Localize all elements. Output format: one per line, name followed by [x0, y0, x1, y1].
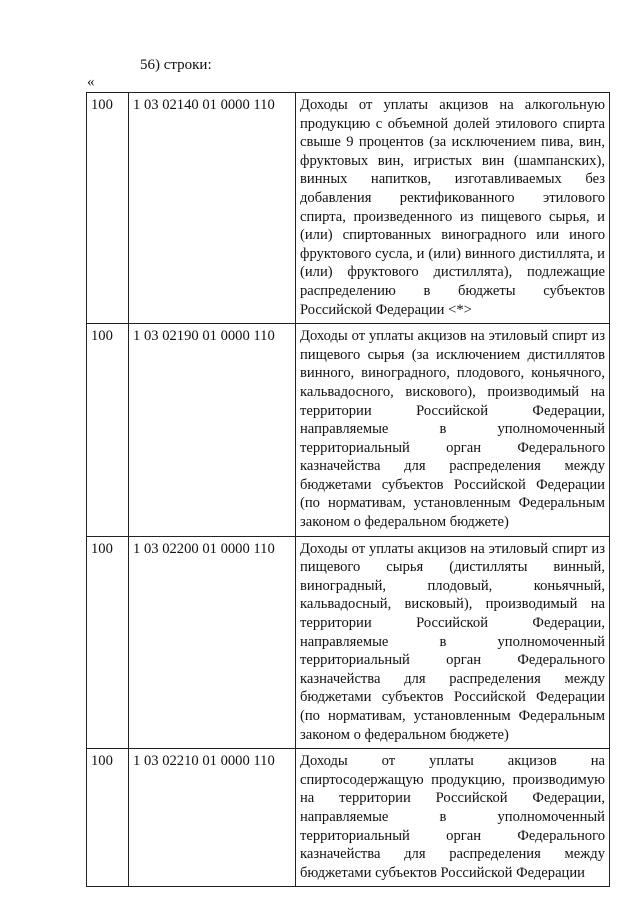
section-heading: 56) строки:	[140, 57, 212, 73]
admin-code-cell: 100	[87, 324, 129, 537]
budget-codes-table	[86, 92, 610, 887]
admin-code-cell: 100	[87, 93, 129, 324]
opening-quote-mark: «	[87, 74, 95, 90]
table-row	[87, 749, 610, 887]
kbk-code-cell: 1 03 02200 01 0000 110	[129, 536, 296, 749]
admin-code-cell: 100	[87, 749, 129, 887]
description-cell: Доходы от уплаты акцизов на алкогольную продукцию с объемной долей этилового спирта свыше 9 процентов (за исключением пива, вин, фруктовых вин, игристых вин (шампанских), винных напитков, изготавливаемых без добавления ректификованного этилового спирта, произведенного из пищевого сырья, и (или) спиртованных виноградного или иного фруктового сусла, и (или) винного дистиллята, и (или) фруктового дистиллята), подлежащие распределению в бюджеты субъектов Российской Федерации <*>	[296, 93, 610, 324]
description-cell: Доходы от уплаты акцизов на спиртосодержащую продукцию, производимую на территории Российской Федерации, направляемые в уполномоченный территориальный орган Федерального казначейства для распределения между бюджетами субъектов Российской Федерации	[296, 749, 610, 887]
kbk-code-cell: 1 03 02140 01 0000 110	[129, 93, 296, 324]
table-row	[87, 93, 610, 324]
description-cell: Доходы от уплаты акцизов на этиловый спирт из пищевого сырья (дистилляты винный, виноградный, плодовый, коньячный, кальвадосный, висковый), производимый на территории Российской Федерации, направляемые в уполномоченный территориальный орган Федерального казначейства для распределения между бюджетами субъектов Российской Федерации (по нормативам, установленным Федеральным законом о федеральном бюджете)	[296, 536, 610, 749]
admin-code-cell: 100	[87, 536, 129, 749]
table-row	[87, 536, 610, 749]
kbk-code-cell: 1 03 02210 01 0000 110	[129, 749, 296, 887]
kbk-code-cell: 1 03 02190 01 0000 110	[129, 324, 296, 537]
table-row	[87, 324, 610, 537]
description-cell: Доходы от уплаты акцизов на этиловый спирт из пищевого сырья (за исключением дистиллятов винного, виноградного, плодового, коньячного, кальвадосного, вискового), производимый на территории Российской Федерации, направляемые в уполномоченный территориальный орган Федерального казначейства для распределения между бюджетами субъектов Российской Федерации (по нормативам, установленным Федеральным законом о федеральном бюджете)	[296, 324, 610, 537]
